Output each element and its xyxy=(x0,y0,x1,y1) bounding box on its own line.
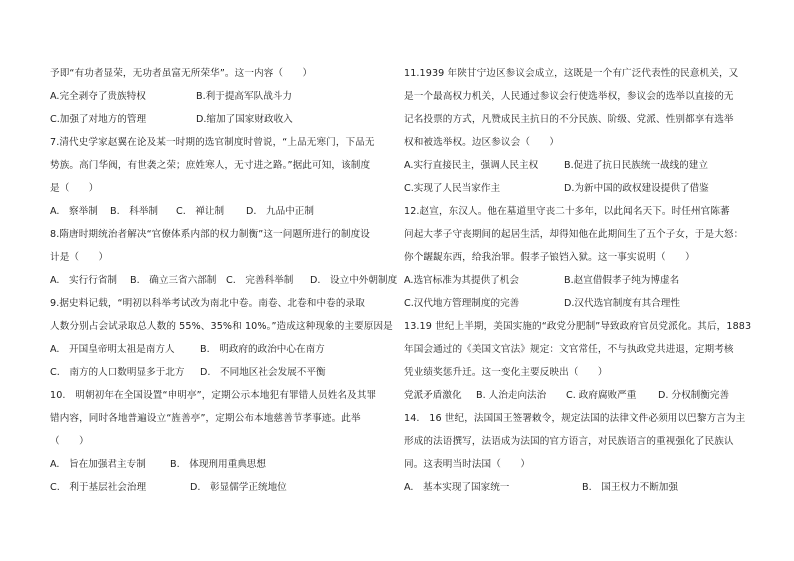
q8-option-c: C. 完善科举制 xyxy=(226,275,294,286)
q14-option-b: B. 国王权力不断加强 xyxy=(582,482,678,493)
q9-option-b: B. 明政府的政治中心在南方 xyxy=(200,344,325,355)
question-7-line-2: 势族。高门华阀，有世袭之荣；庶姓寒人，无寸进之路。”据此可知，该制度 xyxy=(50,160,371,171)
q6-option-c: C.加强了对地方的管理 xyxy=(50,114,147,125)
q11-option-b: B.促进了抗日民族统一战线的建立 xyxy=(564,160,708,171)
question-11-line-1: 11.1939 年陕甘宁边区参议会成立，这既是一个有广泛代表性的民意机关，又 xyxy=(404,68,739,79)
q11-option-c: C.实现了人民当家作主 xyxy=(404,183,501,194)
q7-option-a: A. 察举制 xyxy=(50,206,98,217)
q7-option-b: B. 科举制 xyxy=(110,206,159,217)
question-9-line-2: 人数分别占会试录取总人数的 55%、35%和 10%。”造成这种现象的主要原因是 xyxy=(50,321,393,332)
q14-option-a: A. 基本实现了国家统一 xyxy=(404,482,510,493)
q7-option-d: D. 九品中正制 xyxy=(246,206,314,217)
question-10-line-1: 10. 明朝初年在全国设置“申明亭”，定期公示本地犯有罪错人员姓名及其罪 xyxy=(50,390,377,401)
q12-option-b: B.赵宣借假孝子纯为博虚名 xyxy=(564,275,680,286)
question-8-line-2: 计是（ ） xyxy=(50,252,109,263)
question-7-line-1: 7.清代史学家赵翼在论及某一时期的选官制度时曾说，“上品无寒门，下品无 xyxy=(50,137,375,148)
question-13-line-1: 13.19 世纪上半期，美国实施的“政党分肥制”导致政府官员党派化。其后，1883 xyxy=(404,321,752,332)
q10-option-d: D. 彰显儒学正统地位 xyxy=(190,482,287,493)
q10-option-c: C. 利于基层社会治理 xyxy=(50,482,147,493)
question-12-line-2: 问起大孝子守丧期间的起居生活，却得知他在此期间生了五个子女，于是大怒： xyxy=(404,229,744,240)
question-13-line-3: 凭业绩奖惩升迁。这一变化主要反映出（ ） xyxy=(404,367,608,378)
question-11-line-4: 权和被选举权。边区参议会（ ） xyxy=(404,137,560,148)
q12-option-a: A.选官标准为其提供了机会 xyxy=(404,275,519,286)
q6-option-d: D.缩加了国家财政收入 xyxy=(196,114,293,125)
q13-option-a: 党派矛盾激化 xyxy=(404,390,462,401)
q13-option-b: B. 人治走向法治 xyxy=(476,390,547,401)
question-10-line-3: （ ） xyxy=(50,436,89,447)
question-10-line-2: 错内容，同时各地普遍设立“旌善亭”，定期公布本地慈善节孝事迹。此举 xyxy=(50,413,361,424)
question-11-line-3: 记名投票的方式，凡赞成民主抗日的不分民族、阶级、党派、性别都享有选举 xyxy=(404,114,734,125)
question-7-line-3: 是（ ） xyxy=(50,183,99,194)
q13-option-d: D. 分权制衡完善 xyxy=(658,390,730,401)
q12-option-d: D.汉代选官制度有其合理性 xyxy=(564,298,680,309)
question-13-line-2: 年国会通过的《美国文官法》规定：文官常任，不与执政党共进退，定期考核 xyxy=(404,344,734,355)
question-6-tail: 予即“有功者显荣，无功者虽富无所荣华”。这一内容（ ） xyxy=(50,68,313,79)
q12-option-c: C.汉代地方管理制度的完善 xyxy=(404,298,520,309)
q13-option-c: C. 政府腐败严重 xyxy=(566,390,637,401)
question-14-line-3: 同。这表明当时法国（ ） xyxy=(404,459,531,470)
q11-option-a: A.实行直接民主，强调人民主权 xyxy=(404,160,539,171)
q9-option-c: C. 南方的人口数明显多于北方 xyxy=(50,367,185,378)
question-14-line-1: 14. 16 世纪，法国国王签署敕令，规定法国的法律文件必须用以巴黎方言为主 xyxy=(404,413,746,424)
question-11-line-2: 是一个最高权力机关，人民通过参议会行使选举权，参议会的选举以直接的无 xyxy=(404,91,734,102)
q9-option-d: D. 不同地区社会发展不平衡 xyxy=(200,367,326,378)
q10-option-b: B. 体现刑用重典思想 xyxy=(170,459,266,470)
question-12-line-1: 12.赵宣，东汉人。他在墓道里守丧二十多年，以此闻名天下。时任州官陈蕃 xyxy=(404,206,730,217)
question-14-line-2: 形成的法语撰写，法语成为法国的官方语言，对民族语言的重视强化了民族认 xyxy=(404,436,734,447)
question-12-line-3: 你个龌龊东西，给我治罪。假孝子锒铛入狱。这一事实说明（ ） xyxy=(404,252,695,263)
q7-option-c: C. 禅让制 xyxy=(176,206,225,217)
q11-option-d: D.为新中国的政权建设提供了借鉴 xyxy=(564,183,709,194)
q6-option-b: B.利于提高军队战斗力 xyxy=(196,91,292,102)
q8-option-d: D. 设立中外朝制度 xyxy=(310,275,398,286)
q8-option-b: B. 确立三省六部制 xyxy=(130,275,217,286)
q9-option-a: A. 开国皇帝明太祖是南方人 xyxy=(50,344,175,355)
q8-option-a: A. 实行行省制 xyxy=(50,275,118,286)
q6-option-a: A.完全剥夺了贵族特权 xyxy=(50,91,146,102)
question-9-line-1: 9.据史料记载，“明初以科举考试改为南北中卷。南卷、北卷和中卷的录取 xyxy=(50,298,365,309)
q10-option-a: A. 旨在加强君主专制 xyxy=(50,459,146,470)
question-8-line-1: 8.隋唐时期统治者解决“官僚体系内部的权力制衡”这一问题所进行的制度设 xyxy=(50,229,370,240)
